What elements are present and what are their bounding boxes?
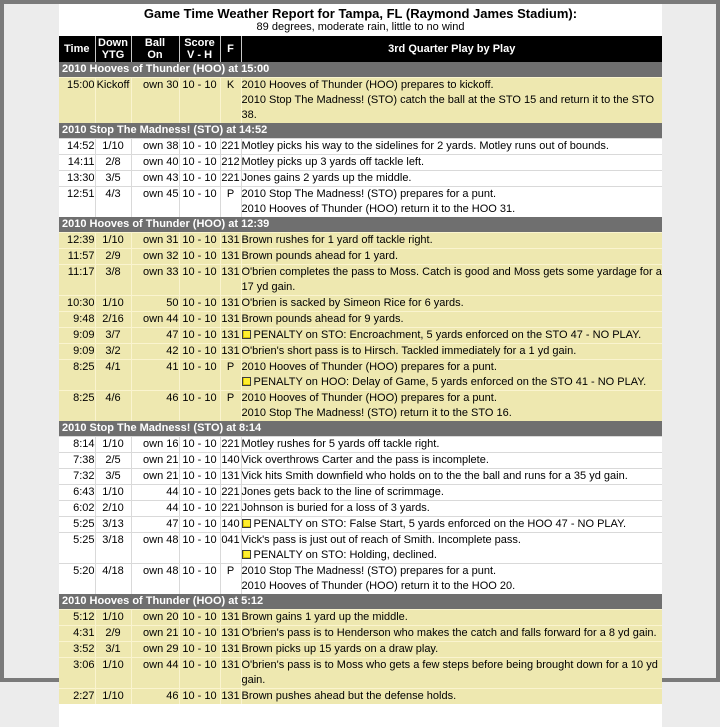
cell-score: 10 - 10 [179,469,220,485]
play-by-play-table [59,36,662,704]
play-row [59,469,662,485]
cell-time: 7:32 [59,469,95,485]
cell-time: 5:12 [59,610,95,626]
play-line: Brown picks up 15 yards on a draw play. [241,643,439,655]
cell-ball-on: 42 [131,344,179,360]
play-row [59,533,662,564]
play-line: Brown pounds ahead for 1 yard. [241,250,399,262]
cell-play-description [241,453,662,469]
play-line: O'brien's pass is to Henderson who makes the catch and falls forward for a 8 yd gain. [241,627,657,639]
cell-time: 11:17 [59,265,95,296]
play-line: O'brien completes the pass to Moss. Catch is good and Moss gets some yardage for a 17 yd gain. [241,266,662,293]
cell-ball-on: own 21 [131,453,179,469]
play-row [59,296,662,312]
cell-down-ytg: Kickoff [95,78,131,124]
play-line: Brown pushes ahead but the defense holds. [241,690,457,702]
cell-play-description [241,391,662,422]
cell-score: 10 - 10 [179,139,220,155]
cell-ball-on: own 33 [131,265,179,296]
cell-score: 10 - 10 [179,689,220,705]
cell-down-ytg: 3/8 [95,265,131,296]
play-line: Motley picks his way to the sidelines for 2 yards. Motley runs out of bounds. [241,140,609,152]
play-row [59,391,662,422]
cell-ball-on: 44 [131,485,179,501]
cell-score: 10 - 10 [179,312,220,328]
cell-formation: 131 [220,626,241,642]
play-line: Brown rushes for 1 yard off tackle right. [241,234,433,246]
play-line: Jones gains 2 yards up the middle. [241,172,412,184]
cell-ball-on: own 21 [131,626,179,642]
play-row [59,610,662,626]
play-row [59,626,662,642]
play-row [59,501,662,517]
cell-down-ytg: 3/5 [95,171,131,187]
cell-ball-on: 46 [131,391,179,422]
col-header-f-label: F [227,43,234,55]
col-header-f [220,36,241,62]
cell-down-ytg: 3/1 [95,642,131,658]
cell-formation: K [220,78,241,124]
cell-score: 10 - 10 [179,391,220,422]
play-row [59,328,662,344]
cell-ball-on: own 45 [131,187,179,218]
play-row [59,360,662,391]
cell-down-ytg: 3/7 [95,328,131,344]
play-line: 2010 Stop The Madness! (STO) return it to the STO 16. [241,407,512,419]
table-body [59,62,662,704]
cell-score: 10 - 10 [179,610,220,626]
cell-formation: P [220,391,241,422]
cell-time: 2:27 [59,689,95,705]
cell-formation: 131 [220,249,241,265]
play-line: O'brien is sacked by Simeon Rice for 6 yards. [241,297,464,309]
cell-down-ytg: 2/9 [95,626,131,642]
cell-score: 10 - 10 [179,360,220,391]
play-line: 2010 Hooves of Thunder (HOO) return it to the HOO 20. [241,580,516,592]
cell-formation: 221 [220,501,241,517]
cell-ball-on: own 48 [131,564,179,595]
cell-down-ytg: 1/10 [95,233,131,249]
play-row [59,564,662,595]
play-row [59,312,662,328]
play-row [59,642,662,658]
cell-score: 10 - 10 [179,249,220,265]
cell-play-description [241,233,662,249]
play-line: Motley picks up 3 yards off tackle left. [241,156,425,168]
col-header-ball-label: Ball [144,37,166,49]
cell-play-description [241,312,662,328]
col-header-on-label: On [147,49,163,61]
cell-score: 10 - 10 [179,501,220,517]
col-header-play-label: 3rd Quarter Play by Play [388,43,516,55]
cell-down-ytg: 4/1 [95,360,131,391]
drive-section-label: 2010 Hooves of Thunder (HOO) at 12:39 [59,217,662,233]
cell-score: 10 - 10 [179,517,220,533]
cell-score: 10 - 10 [179,453,220,469]
cell-ball-on: own 40 [131,155,179,171]
play-line: 2010 Stop The Madness! (STO) catch the ball at the STO 15 and return it to the STO 38. [241,94,655,121]
play-row [59,233,662,249]
cell-score: 10 - 10 [179,437,220,453]
play-row [59,139,662,155]
play-row [59,249,662,265]
cell-ball-on: own 21 [131,469,179,485]
col-header-vh-label: V - H [186,49,213,61]
cell-time: 15:00 [59,78,95,124]
report-document [59,4,662,727]
drive-section-row [59,62,662,78]
cell-play-description [241,360,662,391]
cell-formation: 221 [220,171,241,187]
cell-ball-on: own 43 [131,171,179,187]
play-row [59,517,662,533]
col-header-ytg-label: YTG [101,49,125,61]
cell-score: 10 - 10 [179,626,220,642]
cell-time: 5:25 [59,517,95,533]
cell-down-ytg: 2/16 [95,312,131,328]
play-line: 2010 Stop The Madness! (STO) prepares for a punt. [241,188,497,200]
cell-formation: P [220,187,241,218]
penalty-flag-icon [242,377,251,386]
cell-time: 14:11 [59,155,95,171]
play-row [59,658,662,689]
cell-down-ytg: 4/3 [95,187,131,218]
col-header-time [59,36,95,62]
cell-play-description [241,249,662,265]
play-line: PENALTY on STO: Holding, declined. [242,548,663,563]
cell-formation: 221 [220,139,241,155]
cell-time: 13:30 [59,171,95,187]
cell-time: 12:51 [59,187,95,218]
play-row [59,171,662,187]
cell-score: 10 - 10 [179,171,220,187]
cell-play-description [241,485,662,501]
cell-ball-on: 46 [131,689,179,705]
cell-score: 10 - 10 [179,564,220,595]
play-row [59,437,662,453]
cell-down-ytg: 1/10 [95,139,131,155]
cell-down-ytg: 1/10 [95,485,131,501]
cell-play-description [241,437,662,453]
cell-play-description [241,265,662,296]
cell-formation: 131 [220,233,241,249]
drive-section-row [59,123,662,139]
report-subtitle: 89 degrees, moderate rain, little to no wind [256,21,465,33]
play-line: 2010 Hooves of Thunder (HOO) prepares for a punt. [241,361,497,373]
play-line: 2010 Hooves of Thunder (HOO) prepares to kickoff. [241,79,494,91]
penalty-flag-icon [242,330,251,339]
cell-play-description [241,187,662,218]
cell-down-ytg: 2/10 [95,501,131,517]
cell-formation: P [220,564,241,595]
cell-ball-on: 41 [131,360,179,391]
cell-time: 6:02 [59,501,95,517]
cell-formation: 131 [220,642,241,658]
play-line: O'brien's short pass is to Hirsch. Tackled immediately for a 1 yd gain. [241,345,577,357]
play-line: Vick hits Smith downfield who holds on to the the ball and runs for a 35 yd gain. [241,470,628,482]
cell-score: 10 - 10 [179,233,220,249]
play-line: 2010 Stop The Madness! (STO) prepares for a punt. [241,565,497,577]
col-header-play-by-play [241,36,662,62]
cell-ball-on: 47 [131,328,179,344]
cell-time: 11:57 [59,249,95,265]
cell-down-ytg: 3/13 [95,517,131,533]
cell-score: 10 - 10 [179,296,220,312]
cell-score: 10 - 10 [179,344,220,360]
cell-time: 7:38 [59,453,95,469]
cell-formation: 131 [220,296,241,312]
cell-time: 9:09 [59,328,95,344]
col-header-down-ytg [95,36,131,62]
cell-ball-on: own 48 [131,533,179,564]
play-row [59,344,662,360]
col-header-ball-on [131,36,179,62]
cell-formation: 131 [220,344,241,360]
cell-ball-on: own 30 [131,78,179,124]
play-line: O'brien's pass is to Moss who gets a few steps before being brought down for a 10 yd gain. [241,659,658,686]
play-row [59,485,662,501]
cell-ball-on: own 20 [131,610,179,626]
cell-play-description [241,296,662,312]
play-line: Motley rushes for 5 yards off tackle right. [241,438,440,450]
cell-formation: 131 [220,610,241,626]
cell-formation: 212 [220,155,241,171]
cell-down-ytg: 1/10 [95,296,131,312]
col-header-time-label: Time [64,43,90,55]
cell-play-description [241,344,662,360]
play-row [59,453,662,469]
cell-play-description [241,689,662,705]
drive-section-label: 2010 Hooves of Thunder (HOO) at 15:00 [59,62,662,78]
cell-time: 6:43 [59,485,95,501]
cell-score: 10 - 10 [179,485,220,501]
cell-down-ytg: 1/10 [95,610,131,626]
play-row [59,265,662,296]
cell-formation: 131 [221,690,240,702]
cell-score: 10 - 10 [179,155,220,171]
cell-score: 10 - 10 [179,533,220,564]
drive-section-row [59,217,662,233]
cell-time: 8:25 [59,360,95,391]
cell-play-description [241,626,662,642]
col-header-score-label: Score [184,37,215,49]
play-row [59,78,662,124]
play-line: 2010 Hooves of Thunder (HOO) prepares for a punt. [241,392,497,404]
cell-down-ytg: 3/2 [95,344,131,360]
play-line: Brown pounds ahead for 9 yards. [241,313,404,325]
play-line: PENALTY on STO: Encroachment, 5 yards enforced on the STO 47 - NO PLAY. [242,328,663,343]
cell-play-description [241,501,662,517]
cell-time: 10:30 [59,296,95,312]
cell-down-ytg: 1/10 [95,437,131,453]
cell-down-ytg: 2/9 [95,249,131,265]
cell-score: 10 - 10 [179,78,220,124]
cell-down-ytg: 2/5 [95,453,131,469]
cell-ball-on: 44 [131,501,179,517]
cell-down-ytg: 3/18 [95,533,131,564]
cell-ball-on: own 29 [131,642,179,658]
play-line: Vick overthrows Carter and the pass is incomplete. [241,454,489,466]
cell-play-description [241,139,662,155]
cell-formation: 131 [220,658,241,689]
cell-play-description [241,328,662,344]
play-line: PENALTY on HOO: Delay of Game, 5 yards enforced on the STO 41 - NO PLAY. [242,375,663,390]
play-line: PENALTY on STO: False Start, 5 yards enforced on the HOO 47 - NO PLAY. [242,517,663,532]
cell-play-description [241,564,662,595]
cell-ball-on: own 38 [131,139,179,155]
cell-time: 3:06 [59,658,95,689]
cell-play-description [241,658,662,689]
cell-ball-on: own 32 [131,249,179,265]
penalty-flag-icon [242,519,251,528]
cell-play-description [241,155,662,171]
drive-section-label: 2010 Stop The Madness! (STO) at 14:52 [59,123,662,139]
play-line: Johnson is buried for a loss of 3 yards. [241,502,430,514]
cell-ball-on: own 31 [131,233,179,249]
cell-time: 4:31 [59,626,95,642]
cell-down-ytg: 2/8 [95,155,131,171]
cell-time: 5:20 [59,564,95,595]
play-line: Vick's pass is just out of reach of Smith. Incomplete pass. [241,534,521,546]
cell-score: 10 - 10 [179,642,220,658]
cell-play-description [241,78,662,124]
cell-formation: P [220,360,241,391]
cell-down-ytg: 4/18 [95,564,131,595]
play-row [59,155,662,171]
cell-formation: 221 [220,437,241,453]
cell-time: 8:14 [59,437,95,453]
drive-section-label: 2010 Stop The Madness! (STO) at 8:14 [59,421,662,437]
cell-play-description [241,469,662,485]
cell-ball-on: own 16 [131,437,179,453]
play-row [59,187,662,218]
cell-score: 10 - 10 [179,658,220,689]
cell-play-description [241,642,662,658]
cell-play-description [241,517,662,533]
play-line: Brown gains 1 yard up the middle. [241,611,408,623]
cell-down-ytg: 3/5 [95,469,131,485]
cell-ball-on: own 44 [131,312,179,328]
cell-play-description [241,533,662,564]
cell-ball-on: 47 [131,517,179,533]
cell-time: 5:25 [59,533,95,564]
cell-formation: 221 [220,485,241,501]
cell-score: 10 - 10 [179,265,220,296]
drive-section-label: 2010 Hooves of Thunder (HOO) at 5:12 [59,594,662,610]
col-header-score [179,36,220,62]
report-title: Game Time Weather Report for Tampa, FL (Raymond James Stadium): [143,6,578,21]
cell-time: 3:52 [59,642,95,658]
play-line: Jones gets back to the line of scrimmage. [241,486,444,498]
cell-ball-on: 50 [131,296,179,312]
cell-formation: 131 [220,328,241,344]
cell-play-description [241,610,662,626]
cell-down-ytg: 1/10 [95,689,131,705]
cell-time: 9:48 [59,312,95,328]
cell-formation: 041 [220,533,241,564]
play-row [59,689,662,705]
cell-score: 10 - 10 [179,328,220,344]
play-line: 2010 Hooves of Thunder (HOO) return it to the HOO 31. [241,203,516,215]
cell-formation: 131 [220,265,241,296]
cell-formation: 140 [220,453,241,469]
penalty-flag-icon [242,550,251,559]
cell-down-ytg: 1/10 [95,658,131,689]
cell-time: 8:25 [59,391,95,422]
cell-formation: 131 [220,312,241,328]
cell-time: 12:39 [59,233,95,249]
cell-down-ytg: 4/6 [95,391,131,422]
cell-time: 9:09 [59,344,95,360]
cell-ball-on: own 44 [131,658,179,689]
table-header [59,36,662,62]
drive-section-row [59,421,662,437]
drive-section-row [59,594,662,610]
cell-formation: 131 [220,469,241,485]
cell-time: 14:52 [59,139,95,155]
cell-play-description [241,171,662,187]
cell-formation: 140 [220,517,241,533]
col-header-down-label: Down [98,37,128,49]
cell-score: 10 - 10 [179,187,220,218]
